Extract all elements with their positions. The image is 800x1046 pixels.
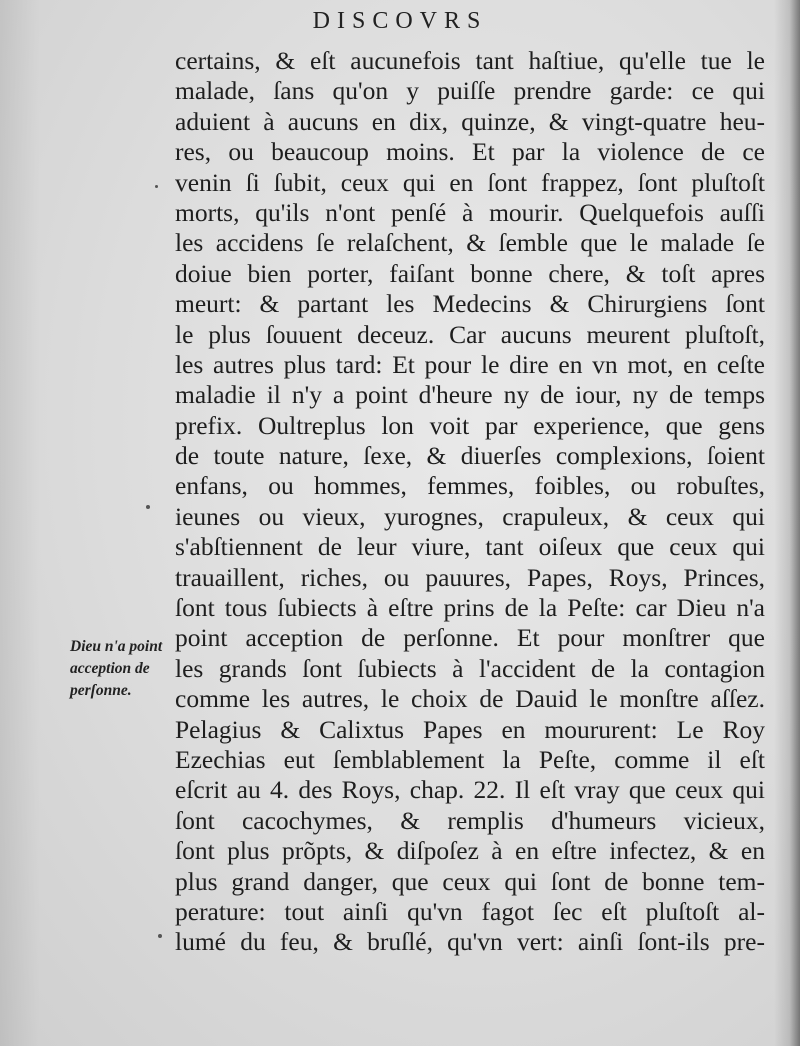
text-line: res, ou beaucoup moins. Et par la violence de ce <box>175 137 765 167</box>
text-line: ſont tous ſubiects à eſtre prins de la Peſte: car Dieu n'a <box>175 593 765 623</box>
marginal-note-line: Dieu n'a point <box>70 638 163 655</box>
text-line: ſont cacochymes, & remplis d'humeurs vicieux, <box>175 805 765 835</box>
text-line: ſont plus prõpts, & diſpoſez à en eſtre infectez, & en <box>175 836 765 866</box>
text-line: les accidens ſe relaſchent, & ſemble que le malade ſe <box>175 228 765 258</box>
marginal-note-line: perſonne. <box>70 682 132 699</box>
text-line: Pelagius & Calixtus Papes en moururent: Le Roy <box>175 714 765 744</box>
gutter-shadow <box>774 0 800 1046</box>
text-line: meurt: & partant les Medecins & Chirurgiens ſont <box>175 289 765 319</box>
text-line: Ezechias eut ſemblablement la Peſte, comme il eſt <box>175 744 765 774</box>
text-line: le plus ſouuent deceuz. Car aucuns meurent pluſtoſt, <box>175 319 765 349</box>
text-line: comme les autres, le choix de Dauid le monſtre aſſez. <box>175 684 765 714</box>
text-line: plus grand danger, que ceux qui ſont de bonne tem- <box>175 866 765 896</box>
text-line: point acception de perſonne. Et pour monſtrer que <box>175 623 765 653</box>
margin-shade <box>0 0 40 1046</box>
ink-speck <box>158 934 162 938</box>
text-line: ieunes ou vieux, yurognes, crapuleux, & ceux qui <box>175 501 765 531</box>
text-line: de toute nature, ſexe, & diuerſes complexions, ſoient <box>175 441 765 471</box>
running-head: DISCOVRS <box>312 8 488 34</box>
text-line: aduient à aucuns en dix, quinze, & vingt-quatre heu- <box>175 106 765 136</box>
text-line: les autres plus tard: Et pour le dire en vn mot, en ceſte <box>175 349 765 379</box>
marginal-note <box>70 636 180 702</box>
text-line: malade, ſans qu'on y puiſſe prendre garde: ce qui <box>175 76 765 106</box>
text-line: trauaillent, riches, ou pauures, Papes, Roys, Princes, <box>175 562 765 592</box>
text-line: certains, & eſt aucunefois tant haſtiue, qu'elle tue le <box>175 46 765 75</box>
text-line: les grands ſont ſubiects à l'accident de la contagion <box>175 653 765 683</box>
text-line: prefix. Oultreplus lon voit par experience, que gens <box>175 410 765 440</box>
text-line: eſcrit au 4. des Roys, chap. 22. Il eſt vray que ceux qui <box>175 775 765 805</box>
text-line: morts, qu'ils n'ont penſé à mourir. Quelquefois auſſi <box>175 197 765 227</box>
text-line: venin ſi ſubit, ceux qui en ſont frappez, ſont pluſtoſt <box>175 167 765 197</box>
ink-speck <box>155 185 158 188</box>
body-text <box>175 46 765 958</box>
text-line: perature: tout ainſi qu'vn fagot ſec eſt pluſtoſt al- <box>175 896 765 926</box>
text-line: lumé du feu, & bruſlé, qu'vn vert: ainſi ſont-ils pre- <box>175 927 765 957</box>
text-line: maladie il n'y a point d'heure ny de iour, ny de temps <box>175 380 765 410</box>
text-line: enfans, ou hommes, femmes, foibles, ou robuſtes, <box>175 471 765 501</box>
text-line: doiue bien porter, faiſant bonne chere, & toſt apres <box>175 258 765 288</box>
ink-speck <box>146 505 150 509</box>
text-line: s'abſtiennent de leur viure, tant oiſeux que ceux qui <box>175 532 765 562</box>
marginal-note-line: acception de <box>70 660 150 677</box>
